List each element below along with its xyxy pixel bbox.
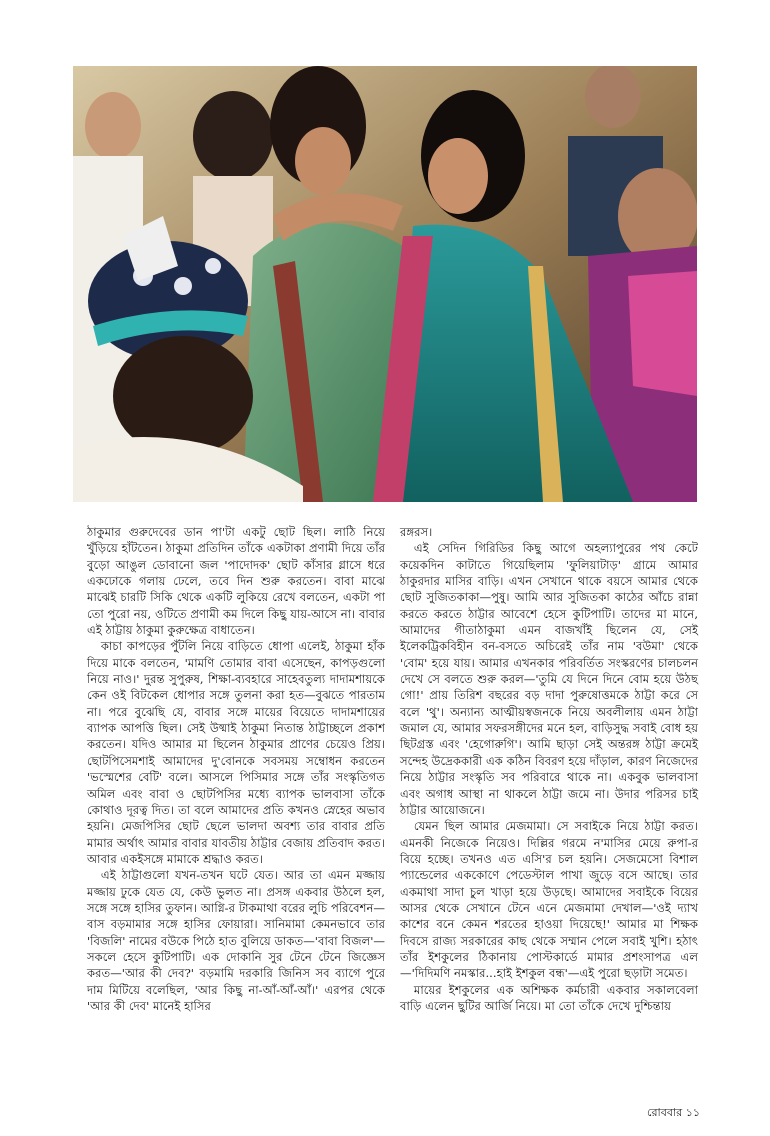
paragraph: এই সেদিন গিরিডির কিছু আগে অহল্যাপুরের পথ কেটে কয়েকদিন কাটাতে গিয়েছিলাম 'ফুলিয়াটাড়' গ্রামে আমার ঠাকুরদার মাসির বাড়ি। এখন সেখানে থাকে বয়সে আমার থেকে ছোট সুজিতকাকা—পুষু। আমি আর সুজিতকা কাঠের আঁচে রান্না করতে করতে ঠাট্টার আবেশে হেসে কুটিপাটি। তাদের মা মানে, আমাদের গীতাঠাকুমা এমন বাজখাঁই ছিলেন যে, সেই ইলেকট্রিকবিহীন বন-বসতে অচিরেই তাঁর নাম 'বউমা' থেকে 'বোম' হয়ে যায়। আমার এখনকার পরিবর্তিত সংস্করণের চালচলন দেখে সে বলতে শুরু করল—'তুমি যে দিনে দিনে বোম হয়ে উঠছ গো!' প্রায় তিরিশ বছরের বড় দাদা পুরুষোত্তমকে ঠাট্টা করে সে বলে 'থু'। অন্যান্য আত্মীয়স্বজনকে নিয়ে অবলীলায় এমন ঠাট্টা জমাল যে, আমার সফরসঙ্গীদের মনে হল, বাড়িসুদ্ধ সবাই বোধ হয় ছিটগ্রস্ত এবং 'হেগোরুগি'। আমি ছাড়া সেই অন্তরঙ্গ ঠাট্টা ক্রমেই সন্দেহ উদ্রেককারী এক কঠিন বিবরণ হয়ে দাঁড়াল, কারণ নিজেদের নিয়ে ঠাট্টার সংস্কৃতি সব পরিবারে থাকে না। একবুক ভালবাসা এবং অগাধ আস্থা না থাকলে ঠাট্টা জমে না। উদার পরিসর চাই ঠাট্টার আয়োজনে। [400,541,698,817]
page-footer [620,1104,700,1123]
magazine-name: রোববার [647,1106,683,1119]
paragraph: কাচা কাপড়ের পুঁটলি নিয়ে বাড়িতে ধোপা এলেই, ঠাকুমা হাঁক দিয়ে মাকে বলতেন, 'মামণি তোমার বাবা এসেছেন, কাপড়গুলো নিয়ে নাও।' দুরন্ত সুপুরুষ, শিক্ষা-ব্যবহারে সাহেবতুল্য দাদামশায়কে কেন ওই বিটকেল ধোপার সঙ্গে তুলনা করা হত—বুঝতে পারতাম না। পরে বুঝেছি যে, বাবার সঙ্গে মায়ের বিয়েতে দাদামশায়ের ব্যাপক আপত্তি ছিল। সেই উষ্মাই ঠাকুমা নিতান্ত ঠাট্টাচ্ছলে প্রকাশ করতেন। যদিও আমার মা ছিলেন ঠাকুমার প্রাণের চেয়েও প্রিয়। ছোটপিসেমশাই আমাদের দু'বোনকে সবসময় সম্বোধন করতেন 'ভস্মেশের বেটি' বলে। আসলে পিসিমার সঙ্গে তাঁর সংস্কৃতিগত অমিল এবং বাবা ও ছোটপিসির মধ্যে ব্যাপক ভালবাসা তাঁকে কোথাও দূরত্ব দিত। তা বলে আমাদের প্রতি কখনও স্নেহের অভাব হয়নি। মেজপিসির ছোট ছেলে ভালদা অবশ্য তার বাবার প্রতি মামার অর্থাৎ আমার বাবার যাবতীয় ঠাট্টার বেজায় প্রতিবাদ করত। আবার একইসঙ্গে মামাকে শ্রদ্ধাও করত। [87,639,385,866]
paragraph: ঠাকুমার গুরুদেবের ডান পা'টা একটু ছোট ছিল। লাঠি নিয়ে খুঁড়িয়ে হাঁটতেন। ঠাকুমা প্রতিদিন তাঁকে একটাকা প্রণামী দিয়ে তাঁর বুড়ো আঙুল ডোবানো জল 'পাদোদক' ছোট কাঁসার গ্লাসে ধরে একঢোকে গলায় ঢেলে, তবে দিন শুরু করতেন। বাবা মাঝে মাঝেই চারটি সিকি থেকে একটি লুকিয়ে রেখে বলতেন, একটা পা তো পুরো নয়, ওটিতে প্রণামী কম দিলে কিছু যায়-আসে না। বাবার এই ঠাট্টায় ঠাকুমা কুরুক্ষেত্র বাধাতেন। [87,525,385,638]
paragraph: যেমন ছিল আমার মেজমামা। সে সবাইকে নিয়ে ঠাট্টা করত। এমনকী নিজেকে নিয়েও। দিল্লির গরমে ন'মাসির মেয়ে রুপা-র বিয়ে হচ্ছে। তখনও এত এসি'র চল হয়নি। সেজমেসো বিশাল প্যান্ডেলের এককোণে পেডেস্টাল পাখা জুড়ে বসে আছে। তার একমাথা সাদা চুল খাড়া হয়ে উড়ছে। আমাদের সবাইকে বিয়ের আসর থেকে সেখানে টেনে এনে মেজমামা দেখাল—'ওই দ্যাখ কাশের বনে কেমন শরতের হাওয়া দিয়েছে!' আমার মা শিক্ষক দিবসে রাজ্য সরকারের কাছ থেকে সম্মান পেলে সবাই খুশি। হঠাৎ তাঁর ইশকুলের ঠিকানায় পোস্টকার্ডে মামার প্রশংসাপত্র এল—'দিদিমণি নমস্কার...হাই ইশকুল বন্ধ'—এই পুরো ছড়াটা সমেত। [400,819,698,981]
wedding-photo [73,66,697,502]
wedding-photo-icon [73,66,697,502]
page-number: ১১ [685,1106,700,1119]
article-column-right [400,524,698,1014]
paragraph: রঙ্গরস। [400,525,433,539]
article-column-left [87,524,385,1014]
paragraph: এই ঠাট্টাগুলো যখন-তখন ঘটে যেত। আর তা এমন মজ্জায় মজ্জায় ঢুকে যেত যে, কেউ ভুলত না। প্রসঙ্গ একবার উঠলে হল, সঙ্গে সঙ্গে হাসির তুফান। আগ্নি-র টাকমাথা বরের লুচি পরিবেশন—বাস বড়মামার সঙ্গে হাসির ফোয়ারা। সানিমামা কেমনভাবে তার 'বিজলি' নামের বউকে পিঠে হাত বুলিয়ে ডাকত—'বাবা বিজল'—সকলে হেসে কুটিপাটি। এক দোকানি সুর টেনে টেনে জিজ্ঞেস করত—'আর কী দেব?' বড়মামি দরকারি জিনিস সব ব্যাগে পুরে দাম মিটিয়ে বলেছিল, 'আর কিছু না-আঁ-আঁ-আঁ।' এরপর থেকে 'আর কী দেব' মানেই হাসির [87,868,385,1013]
paragraph: মায়ের ইশকুলের এক অশিক্ষক কর্মচারী একবার সকালবেলা বাড়ি এলেন ছুটির আর্জি নিয়ে। মা তো তাঁকে দেখে দুশ্চিন্তায় [400,982,698,1013]
